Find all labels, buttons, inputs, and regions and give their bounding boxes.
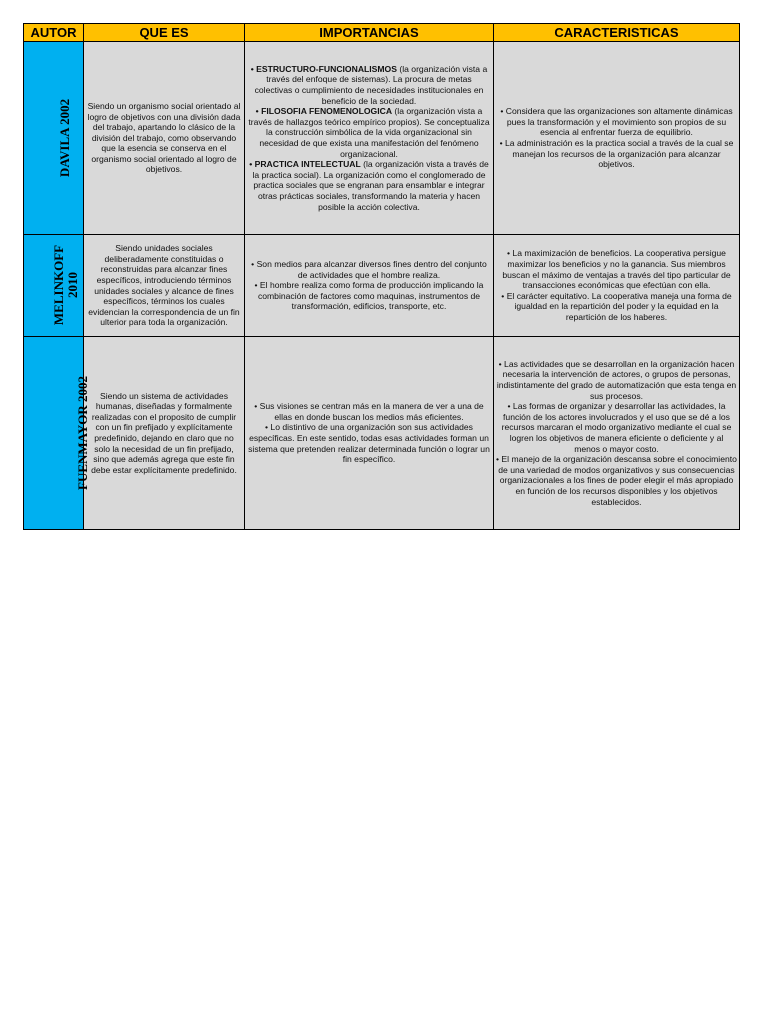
header-row	[24, 24, 740, 42]
importancias-cell	[245, 235, 494, 337]
caracteristica-item: • El carácter equitativo. La cooperativa maneja una forma de igualdad en la repartición del poder y la equidad en la repartición de los haberes.	[501, 290, 732, 322]
table-row	[24, 337, 740, 530]
header-importancias: IMPORTANCIAS	[245, 24, 494, 42]
header-caracteristicas: CARACTERISTICAS	[494, 24, 740, 42]
importancia-item: • El hombre realiza como forma de producción implicando la combinación de factores como maquinas, instrumentos de transformación, edificios, transporte, etc.	[254, 280, 484, 312]
caracteristica-item: • La administración es la practica social a través de la cual se manejan los recursos de la organización para alcanzar objetivos.	[499, 138, 734, 170]
author-cell-fuenmayor	[24, 337, 90, 530]
caracteristicas-cell	[494, 42, 740, 235]
caracteristica-item: • Considera que las organizaciones son altamente dinámicas pues la transformación y el movimiento son propios de su esencia al enfrentar fuerza de equilibrio.	[500, 106, 733, 138]
author-name: MELINKOFF 2010	[51, 244, 81, 325]
importancia-item: • FILOSOFIA FENOMENOLOGICA (la organización vista a través de hallazgos teórico empírico propios). Se conceptualiza la construcción simbólica de la vida organizacional sin necesidad de que exista una manifestación del fenómeno organizacional.	[248, 106, 490, 159]
caracteristica-item: • Las formas de organizar y desarrollar las actividades, la función de los actores involucrados y el uso que se dé a los recursos marcaran el modo organizativo mediante el cual se logren los objetivos de manera eficiente o deficiente y al menos o mayor costo.	[501, 401, 732, 454]
table-row	[24, 235, 740, 337]
importancia-item: • Sus visiones se centran más en la manera de ver a una de ellas en donde buscan los medios más eficientes.	[254, 401, 484, 422]
author-name: FUENMAYOR 2002	[75, 376, 90, 490]
summary-table	[23, 23, 740, 530]
header-que-es: QUE ES	[84, 24, 245, 42]
importancias-cell	[245, 337, 494, 530]
caracteristica-item: • Las actividades que se desarrollan en la organización hacen necesaria la intervención de actores, o grupos de personas, indistintamente del grado de automatización que esta tenga en sus procesos.	[496, 358, 737, 401]
caracteristicas-cell	[494, 337, 740, 530]
author-name: DAVILA 2002	[57, 98, 73, 178]
importancia-item: • Lo distintivo de una organización son sus actividades específicas. En este sentido, todas esas actividades forman un sistema que pretenden realizar determinada función o lograr un fin específico.	[248, 422, 490, 465]
header-autor: AUTOR	[24, 24, 84, 42]
author-cell-melinkoff	[24, 235, 84, 337]
que-es-text: Siendo un sistema de actividades humanas, diseñadas y formalmente realizadas con el proposito de cumplir con un fin prefijado y explícitamente predefinido, dejando en claro que no solo la necesidad de un fin prefijado, sino que además agrega que este fin debe estar explícitamente predefinido.	[91, 390, 237, 475]
que-es-text: Siendo un organismo social orientado al logro de objetivos con una división dada del trabajo, apartando lo clásico de la división del trabajo, como observando que la esencia se conserva en el organismo social orientado al logro de objetivos.	[87, 100, 241, 175]
caracteristica-item: • El manejo de la organización descansa sobre el conocimiento de una variedad de modos organizativos y sus consecuencias organizacionales a los fines de poder elegir el más apropiado en función de los recursos disponibles y los objetivos establecidos.	[496, 454, 737, 507]
caracteristica-item: • La maximización de beneficios. La cooperativa persigue maximizar los beneficios y no la ganancia. Sus miembros buscan el máximo de ventajas a través del tipo particular de transacciones económicas que efectúan con ella.	[502, 248, 731, 291]
caracteristicas-cell	[494, 235, 740, 337]
importancia-item: • Son medios para alcanzar diversos fines dentro del conjunto de actividades que el hombre realiza.	[251, 259, 487, 280]
que-es-cell	[84, 337, 245, 530]
author-cell-davila	[24, 42, 84, 235]
que-es-text: Siendo unidades sociales deliberadamente constituidas o reconstruidas para alcanzar fines específicos, introduciendo términos unidades sociales y alcance de fines específicos, términos los cuales evidencian la correspondencia de un fin ulterior para toda la organización.	[88, 243, 240, 328]
que-es-cell	[84, 235, 245, 337]
que-es-cell	[84, 42, 245, 235]
importancia-item: • ESTRUCTURO-FUNCIONALISMOS (la organización vista a través del enfoque de sistemas). La procura de metas colectivas o cumplimiento de necesidades institucionales en beneficio de la sociedad.	[250, 63, 488, 106]
table-row	[24, 42, 740, 235]
importancia-item: • PRACTICA INTELECTUAL (la organización vista a través de la practica social). La organización como el conglomerado de practica sociales que se engranan para ensamblar e integrar otras prácticas sociales, transformando la materia y hacen posible la acción colectiva.	[249, 159, 489, 212]
importancias-cell	[245, 42, 494, 235]
